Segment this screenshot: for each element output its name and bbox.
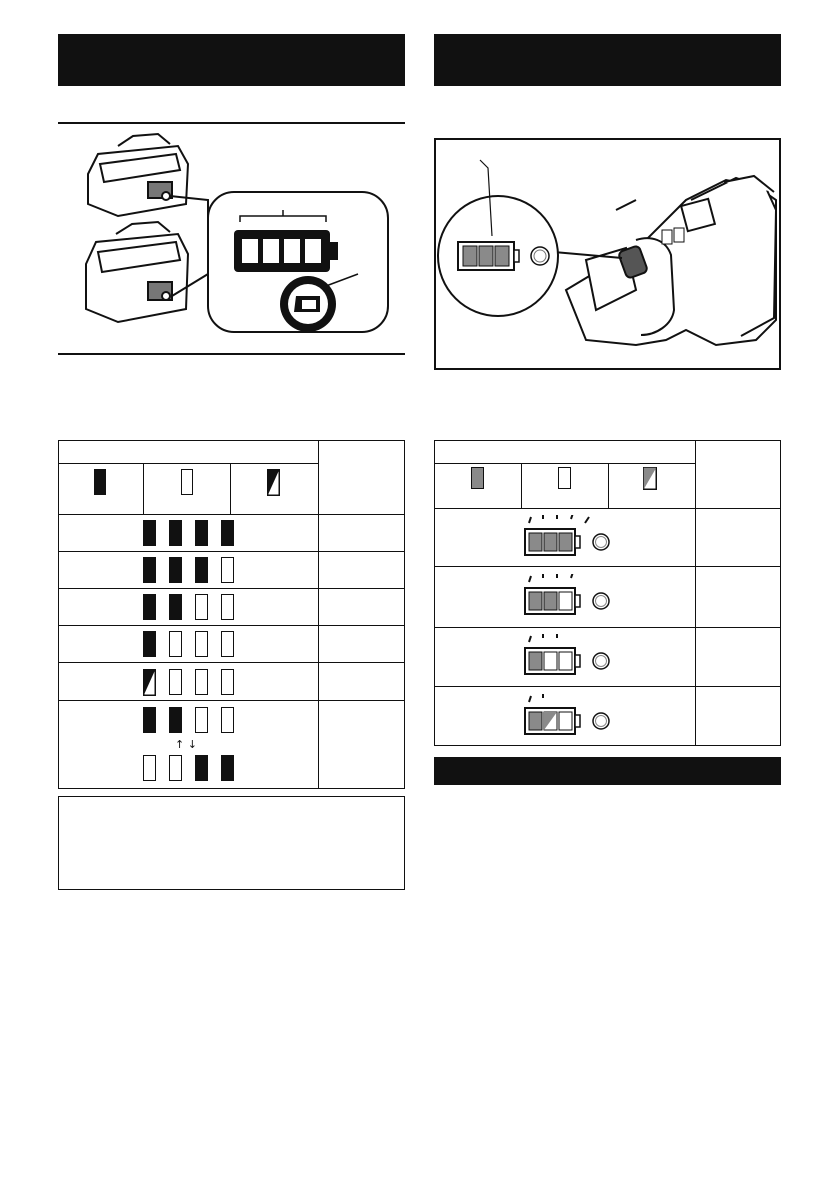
segment-lighted [169, 594, 182, 620]
segment-lighted [169, 557, 182, 583]
segment-off [195, 631, 208, 657]
legend-lighted-gray-icon [471, 467, 484, 489]
note-box [58, 796, 405, 890]
segment-off [221, 631, 234, 657]
segment-lighted [143, 520, 156, 546]
legend-lighted-icon [94, 469, 106, 495]
tool-battery-indicator [515, 515, 625, 565]
segment-off [221, 557, 234, 583]
segment-lighted [143, 707, 156, 733]
legend-blinking-icon [267, 469, 280, 496]
segment-off [169, 631, 182, 657]
footer-cropped-text [0, 1186, 840, 1192]
legend-blinking-gray-icon [643, 467, 657, 490]
segment-lighted [169, 520, 182, 546]
segment-lighted [195, 557, 208, 583]
tool-battery-indicator [515, 574, 625, 624]
tool-battery-indicator [515, 694, 625, 744]
segment-off [143, 755, 156, 781]
segment-lighted [195, 520, 208, 546]
segment-lighted [143, 594, 156, 620]
battery-cartridge-figure [58, 122, 405, 355]
alternate-arrows-icon: ↑ ↓ [175, 738, 197, 751]
segment-lighted [169, 707, 182, 733]
legend-off-gray-icon [558, 467, 571, 489]
segment-lighted [221, 520, 234, 546]
tool-indicator-figure [434, 138, 781, 370]
right-section-header [434, 34, 781, 86]
right-sub-header [434, 757, 781, 785]
segment-off [221, 669, 234, 695]
segment-off [221, 707, 234, 733]
segment-off [195, 594, 208, 620]
segment-off [169, 669, 182, 695]
segment-lighted [221, 755, 234, 781]
battery-cartridge-illustration [58, 124, 405, 357]
segment-lighted [143, 557, 156, 583]
segment-off [195, 707, 208, 733]
left-section-header [58, 34, 405, 86]
tool-indicator-illustration [436, 140, 779, 368]
segment-lighted [143, 631, 156, 657]
tool-battery-indicator [515, 634, 625, 684]
segment-off [221, 594, 234, 620]
legend-off-icon [181, 469, 193, 495]
segment-blinking [143, 669, 156, 696]
segment-lighted [195, 755, 208, 781]
segment-off [169, 755, 182, 781]
segment-off [195, 669, 208, 695]
